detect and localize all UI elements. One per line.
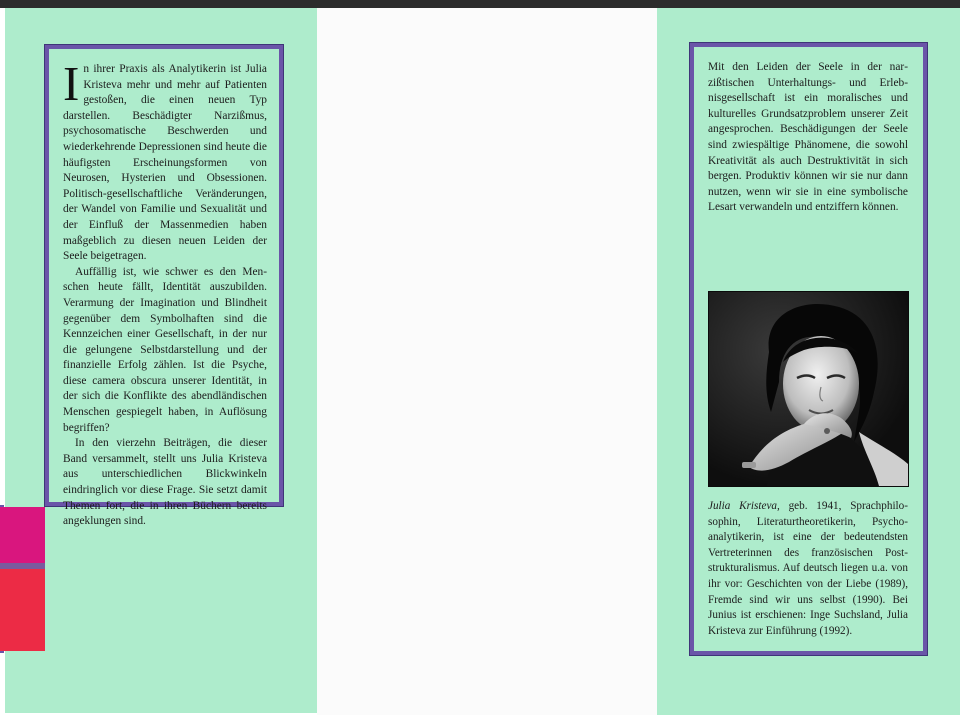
scan-top-edge	[0, 0, 960, 8]
author-bio	[708, 499, 908, 639]
author-bio-paragraph	[708, 499, 908, 639]
color-swatch-magenta	[0, 507, 45, 563]
author-bio-text: geb. 1941, Sprachphilosophin, Literaturtheoretikerin, Psychoanalytikerin, ist eine der bedeutendsten Vertreterinnen des französischen Poststrukturalismus. Auf deutsch liegen u.a. von ihr vor: Geschichten von der Liebe (1989), Fremde sind wir uns selbst (1990). Bei Junius ist erschienen: Inge Suchsland, Julia Kristeva zur Einführung (1992).	[708, 500, 908, 637]
author-name: Julia Kristeva,	[708, 500, 780, 512]
blurb-text	[63, 56, 267, 530]
drop-cap-letter: I	[63, 56, 80, 111]
color-swatch-red	[0, 569, 45, 651]
blank-inner-flap	[317, 8, 657, 715]
intro-paragraph: Mit den Leiden der Seele in der narzißtischen Unterhaltungs- und Erlebnisgesellschaft ist ein moralisches und kulturelles Grundsatzproblem unserer Zeit angesprochen. Beschädigungen der Seele sind zwiespältige Phänomene, die sowohl Kreativität als auch Destruktivität in sich bergen. Produktiv können wir sie nur dann nutzen, wenn wir sie in eine symbolische Lesart verwandeln und entziffern können.	[708, 61, 908, 214]
intro-text	[708, 60, 908, 216]
author-portrait-photo	[708, 291, 909, 487]
blurb-paragraph-3: In den vierzehn Beiträgen, die dieser Band versammelt, stellt uns Julia Kristeva aus unterschiedlichen Blickwinkeln eindringlich vor diese Frage. Sie setzt damit Themen fort, die in ihren Büchern bereits angeklungen sind.	[63, 437, 267, 528]
author-portrait-image	[709, 292, 908, 486]
blurb-paragraph-1	[63, 56, 267, 265]
blurb-paragraph-2: Auffällig ist, wie schwer es den Menschen heute fällt, Identität auszubilden. Verarmung der Imagination und Blindheit gegenüber dem Symbolhaften sind die Kennzeichen einer Gesellschaft, in der nur die gelungene Selbstdarstellung und der finanzielle Erfolg zählen. Ist die Psyche, diese camera obscura unserer Identität, in der sich die Konflikte des abendländischen Menschen gespiegelt haben, in Auflösung begriffen?	[63, 265, 267, 434]
blurb-paragraph-1-text: n ihrer Praxis als Analytikerin ist Julia Kristeva mehr und mehr auf Patienten gestoßen, die einen neuen Typ darstellen. Beschädigter Narzißmus, psychosomatische Beschwerden und wiederkehrende Depressionen sind heute die häufigsten Erscheinungsformen von Neurosen, Hysterien und Obsessionen. Politisch-gesellschaftliche Veränderungen, der Wandel von Familie und Sexualität und der Einfluß der Massenmedien haben maßgeblich zu diesen neuen Leiden der Seele beigetragen.	[63, 63, 267, 263]
